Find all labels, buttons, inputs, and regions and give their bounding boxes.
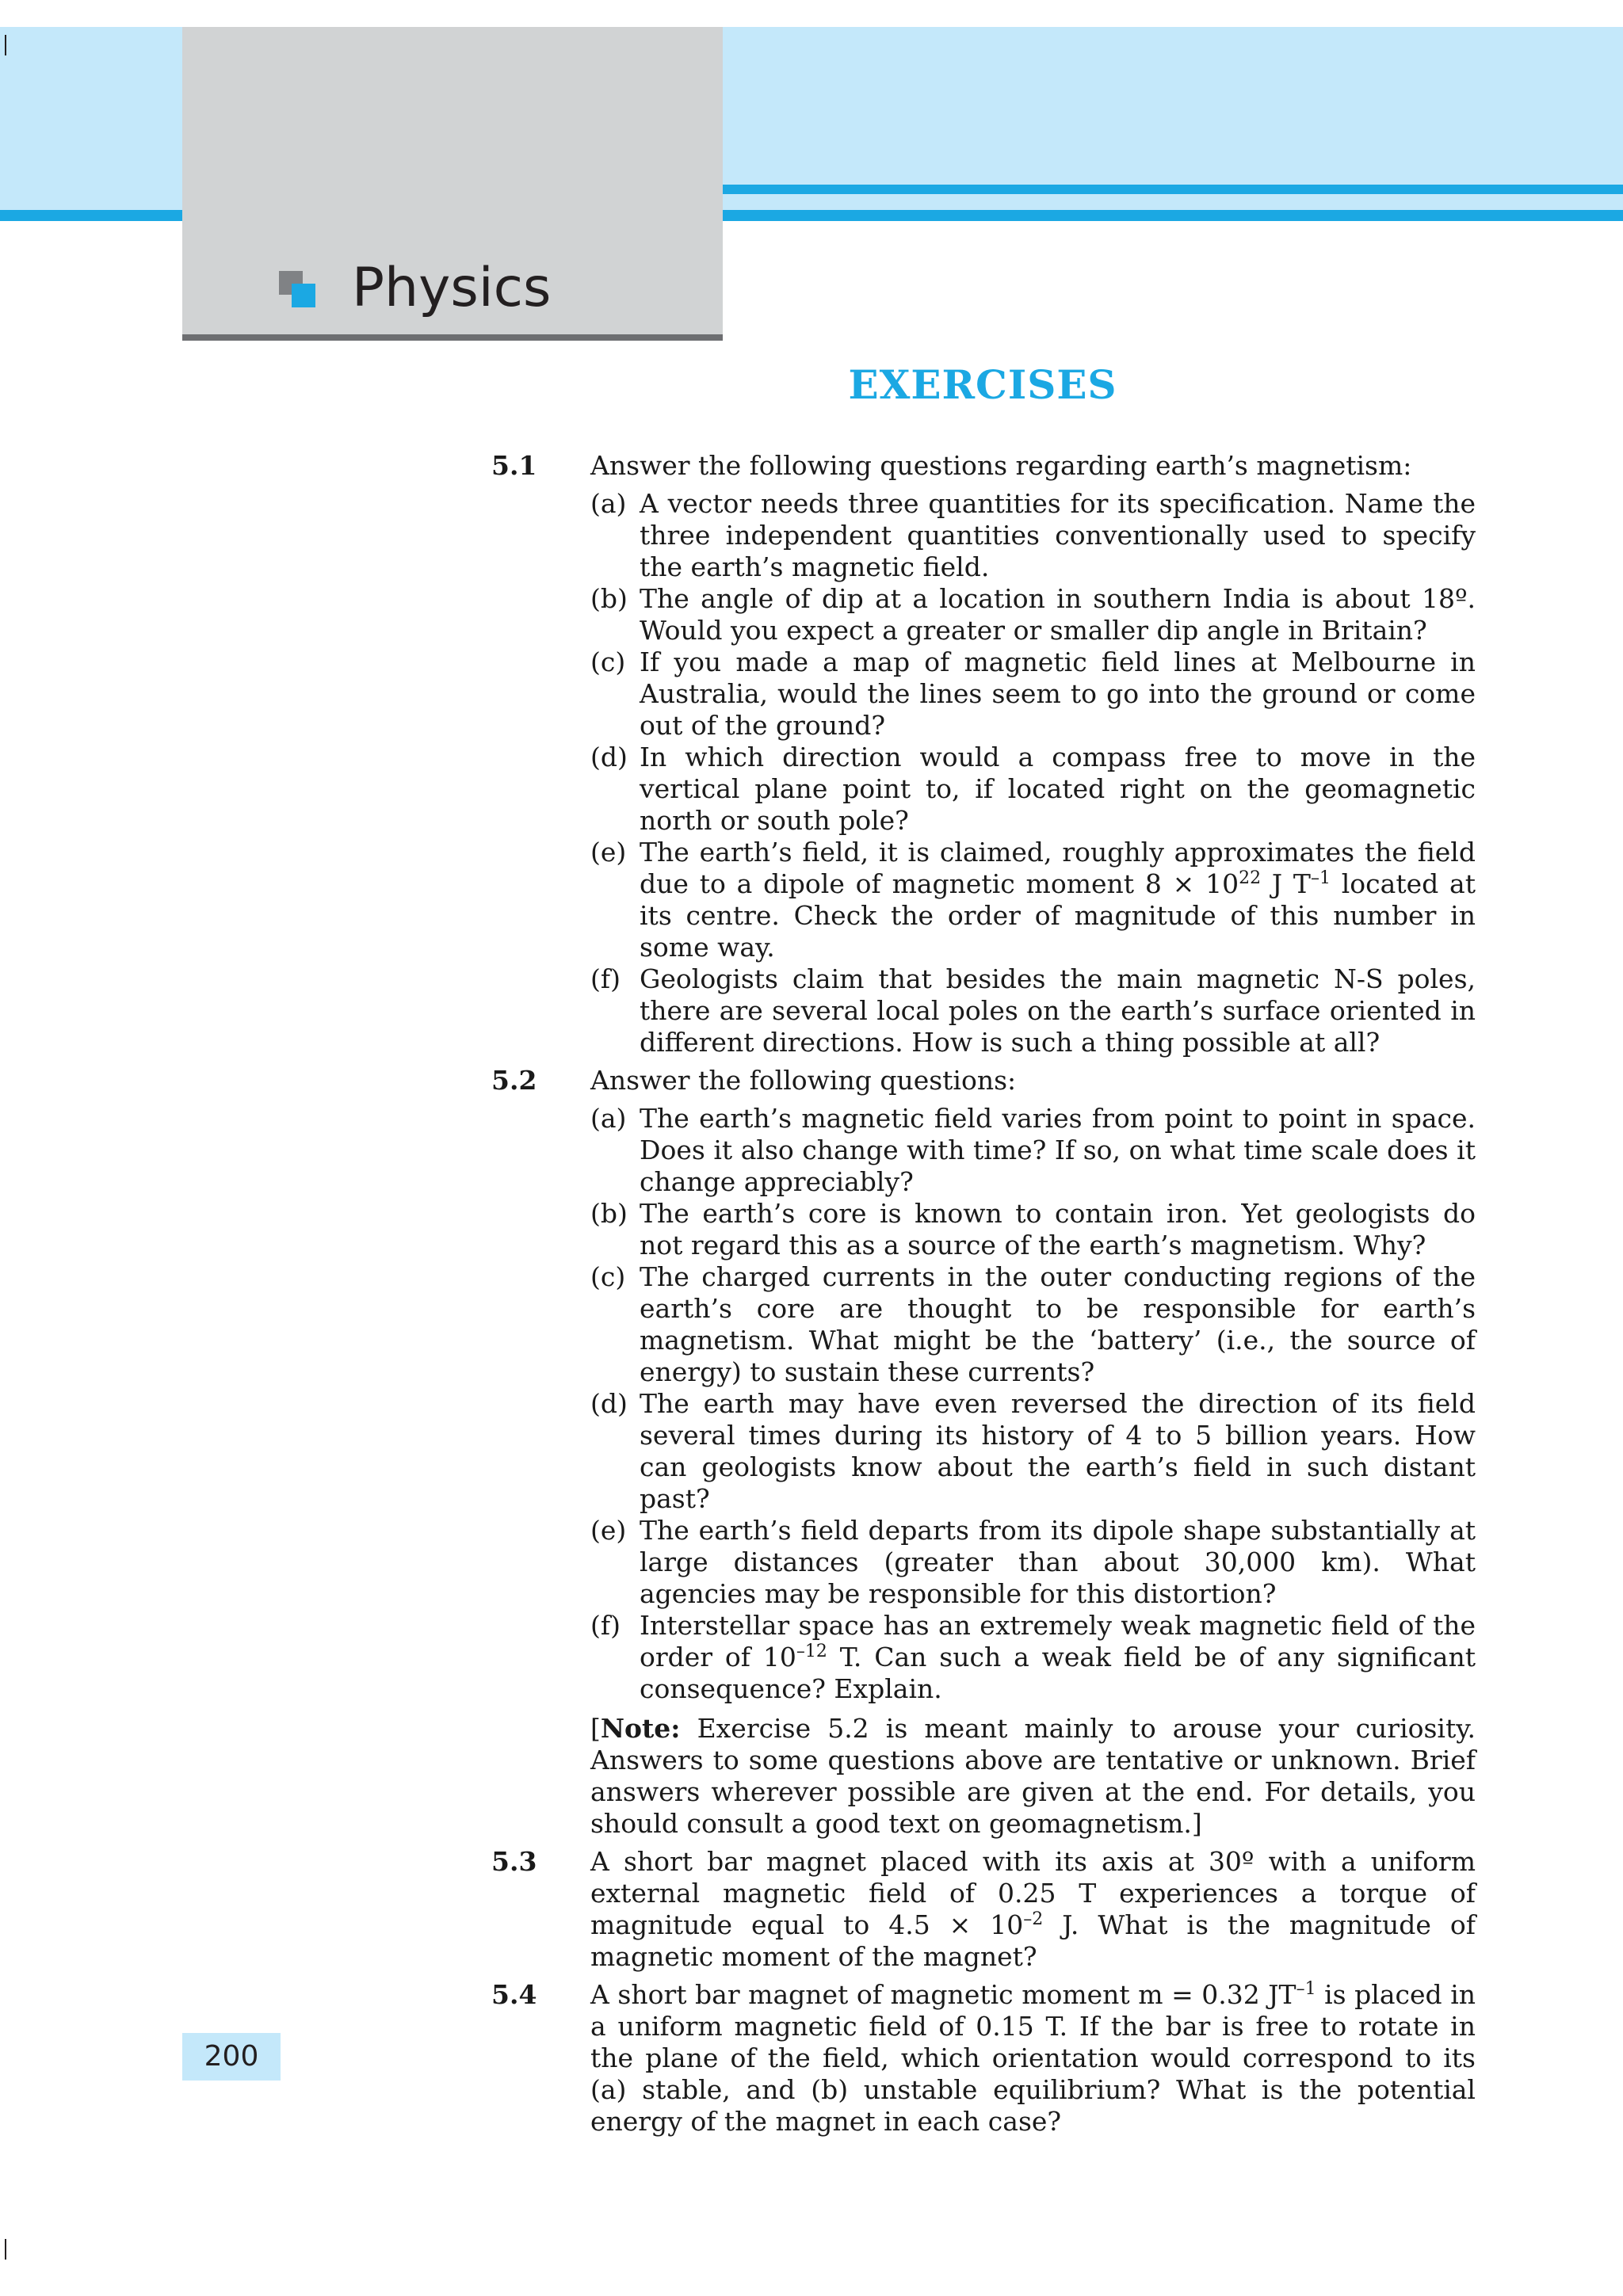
sub-question (590, 1198, 1476, 1261)
sub-text: The earth’s magnetic field varies from point to point in space. Does it also change with time? If so, on what time scale does it change appreciably? (640, 1103, 1476, 1197)
sub-text: located at its centre. Check the order of magnitude of this number in some way. (640, 868, 1476, 963)
sub-label: (d) (590, 742, 628, 772)
page-number: 200 (182, 2033, 281, 2081)
sub-label: (a) (590, 488, 627, 519)
sub-text: T. Can such a weak field be of any significant consequence? Explain. (640, 1642, 1476, 1704)
exponent: –12 (796, 1642, 827, 1661)
sub-label: (f) (590, 963, 621, 994)
crop-mark-bottom (5, 2239, 6, 2260)
exponent: –2 (1023, 1909, 1044, 1929)
exponent: 22 (1239, 868, 1262, 888)
sub-text: A vector needs three quantities for its specification. Name the three independent quantities conventionally used to specify the earth’s magnetic field. (640, 488, 1476, 582)
header-rule-right (723, 185, 1623, 194)
sub-text: The earth’s field departs from its dipole shape substantially at large distances (greater than about 30,000 km). What agencies may be responsible for this distortion? (640, 1515, 1476, 1609)
sub-text: Interstellar space has an extremely weak magnetic field of the order of 10 (640, 1610, 1476, 1672)
sub-question (590, 583, 1476, 646)
exercise-note (590, 1713, 1476, 1840)
sub-label: (f) (590, 1610, 621, 1641)
exponent: –1 (1296, 1979, 1316, 1999)
exercise-5-1 (491, 450, 1476, 1058)
exercise-text: Answer the following questions regarding earth’s magnetism: (590, 450, 1412, 481)
exercise-list (491, 450, 1476, 2144)
squares-logo-icon (279, 271, 315, 307)
note-bracket: [ (590, 1713, 601, 1744)
sub-text: If you made a map of magnetic field lines at Melbourne in Australia, would the lines seem to go into the ground or come out of the ground? (640, 646, 1476, 741)
sub-label: (e) (590, 837, 627, 868)
exercise-5-4 (491, 1979, 1476, 2138)
exercise-number: 5.3 (491, 1846, 537, 1877)
sub-label: (b) (590, 1198, 628, 1229)
sub-text: The earth’s core is known to contain iron. Yet geologists do not regard this as a source of the earth’s magnetism. Why? (640, 1198, 1476, 1261)
exercise-5-3 (491, 1846, 1476, 1973)
sub-text: J T (1261, 868, 1311, 899)
sub-question (590, 1610, 1476, 1705)
sub-text: Geologists claim that besides the main magnetic N-S poles, there are several local poles on the earth’s surface oriented in different directions. How is such a thing possible at all? (640, 963, 1476, 1058)
sub-question (590, 837, 1476, 963)
exercise-text-part: J. What is the magnitude of magnetic moment of the magnet? (590, 1909, 1476, 1972)
exercise-number: 5.1 (491, 450, 537, 481)
sub-label: (c) (590, 646, 626, 677)
note-text: Exercise 5.2 is meant mainly to arouse your curiosity. Answers to some questions above are tentative or unknown. Brief answers wherever possible are given at the end. For details, you should consult a good text on geomagnetism.] (590, 1713, 1476, 1839)
sub-question (590, 963, 1476, 1058)
sub-question (590, 1103, 1476, 1198)
exercises-heading: EXERCISES (848, 361, 1117, 408)
exercise-text (590, 1979, 1476, 2138)
exercise-text (590, 1846, 1476, 1973)
sub-label: (c) (590, 1261, 626, 1292)
sub-question (590, 1515, 1476, 1610)
sub-question (590, 1388, 1476, 1515)
sub-text: The charged currents in the outer conducting regions of the earth’s core are thought to be responsible for earth’s magnetism. What might be the ‘battery’ (i.e., the source of energy) to sustain these currents? (640, 1261, 1476, 1387)
sub-text: In which direction would a compass free to move in the vertical plane point to, if located right on the geomagnetic north or south pole? (640, 742, 1476, 836)
exponent: –1 (1310, 868, 1331, 888)
exercise-text: Answer the following questions: (590, 1065, 1017, 1096)
note-label: Note: (600, 1713, 681, 1744)
sub-question (590, 742, 1476, 837)
exercise-5-2 (491, 1065, 1476, 1840)
sub-text: The earth’s field, it is claimed, roughly approximates the field due to a dipole of magnetic moment 8 × 10 (640, 837, 1476, 899)
exercise-number: 5.2 (491, 1065, 537, 1096)
sub-question (590, 1261, 1476, 1388)
exercise-number: 5.4 (491, 1979, 537, 2010)
subject-title: Physics (352, 257, 552, 319)
crop-mark-top (5, 35, 6, 55)
exercise-text-part: A short bar magnet placed with its axis at 30º with a uniform external magnetic field of 0.25 T experiences a torque of magnitude equal to 4.5 × 10 (590, 1846, 1476, 1940)
sub-text: The angle of dip at a location in southern India is about 18º. Would you expect a greater or smaller dip angle in Britain? (640, 583, 1476, 646)
sub-label: (d) (590, 1388, 628, 1419)
sub-label: (e) (590, 1515, 627, 1546)
exercise-text-part: A short bar magnet of magnetic moment m = 0.32 JT (590, 1979, 1296, 2010)
sub-text: The earth may have even reversed the direction of its field several times during its history of 4 to 5 billion years. How can geologists know about the earth’s field in such distant past? (640, 1388, 1476, 1514)
sub-label: (a) (590, 1103, 627, 1134)
sub-label: (b) (590, 583, 628, 614)
sub-question (590, 488, 1476, 583)
exercise-text-part: is placed in a uniform magnetic field of 0.15 T. If the bar is free to rotate in the plane of the field, which orientation would correspond to its (a) stable, and (b) unstable equilibrium? What is the potential energy of the magnet in each case? (590, 1979, 1476, 2137)
sub-question (590, 646, 1476, 742)
